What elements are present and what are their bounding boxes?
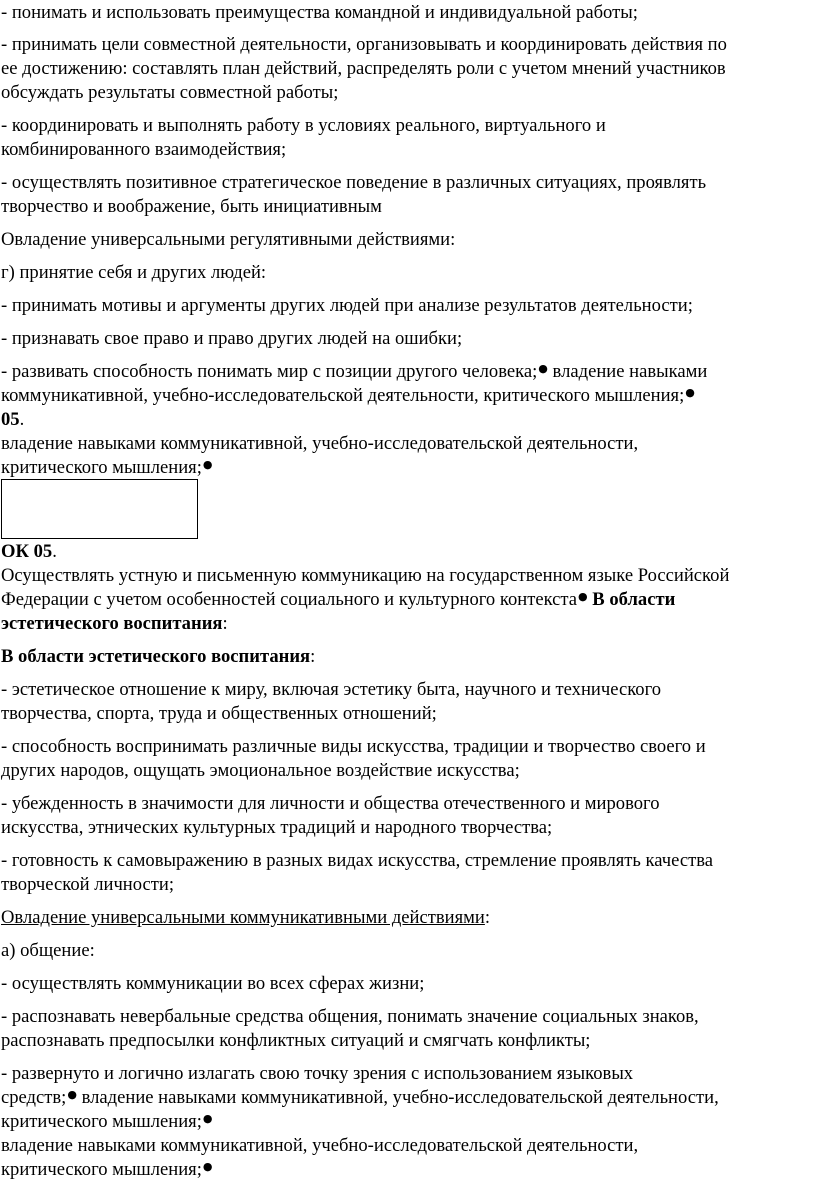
bullet-icon: ● (202, 458, 213, 471)
text-line (1, 543, 57, 562)
text-line: - эстетическое отношение к миру, включая эстетику быта, научного и технического (1, 679, 662, 700)
bullet-icon: ● (67, 1088, 77, 1101)
text-line: - осуществлять коммуникации во всех сферах жизни; (1, 973, 425, 994)
text-line: творчества, спорта, труда и общественных отношений; (1, 703, 437, 724)
text-line (1, 615, 228, 634)
text-line: г) принятие себя и других людей: (1, 262, 267, 283)
text-line: обсуждать результаты совместной работы; (1, 82, 339, 103)
text-line: - развернуто и логично излагать свою точку зрения с использованием языковых (1, 1063, 634, 1084)
text-line: других народов, ощущать эмоциональное воздействие искусства; (1, 760, 520, 781)
empty-box (1, 479, 198, 539)
text-span: - развивать способность понимать мир с позиции другого человека; (1, 361, 538, 382)
text-span: . (19, 409, 25, 430)
text-line: - признавать свое право и право других людей на ошибки; (1, 328, 463, 349)
text-line: ее достижению: составлять план действий, распределять роли с учетом мнений участников (1, 58, 726, 79)
text-line: - принимать мотивы и аргументы других людей при анализе результатов деятельности; (1, 295, 693, 316)
text-span: : (484, 907, 491, 928)
bullet-icon: ● (685, 386, 695, 399)
text-line (1, 648, 315, 667)
text-span: Федерации с учетом особенностей социального и культурного контекста (1, 589, 578, 610)
text-line: - убежденность в значимости для личности и общества отечественного и мирового (1, 793, 660, 814)
text-line (1, 591, 675, 610)
text-span: коммуникативной, учебно-исследовательской деятельности, критического мышления; (1, 385, 685, 406)
text-line: владение навыками коммуникативной, учебно-исследовательской деятельности, (1, 1135, 639, 1156)
bold-span: В области (587, 589, 676, 610)
text-span: : (310, 646, 316, 667)
bold-span: эстетического воспитания (1, 613, 223, 634)
text-span: . (52, 541, 57, 562)
text-line: - способность воспринимать различные виды искусства, традиции и творчество своего и (1, 736, 706, 757)
text-line: владение навыками коммуникативной, учебно-исследовательской деятельности, (1, 433, 639, 454)
text-line (1, 1089, 719, 1108)
text-line: распознавать предпосылки конфликтных ситуаций и смягчать конфликты; (1, 1030, 591, 1051)
text-line: комбинированного взаимодействия; (1, 139, 287, 160)
section-heading: В области эстетического воспитания (1, 646, 311, 667)
text-line: творческой личности; (1, 874, 174, 895)
text-span: критического мышления; (1, 457, 202, 478)
text-line (1, 1113, 213, 1132)
ok-code: ОК 05 (1, 541, 53, 562)
text-line: творчество и воображение, быть инициативным (1, 196, 382, 217)
bullet-icon: ● (202, 1112, 213, 1125)
text-line: а) общение: (1, 940, 95, 961)
text-line (1, 1161, 213, 1180)
text-span: критического мышления; (1, 1111, 202, 1132)
text-line (1, 363, 707, 382)
text-span: владение навыками (547, 361, 708, 382)
underlined-heading: Овладение универсальными коммуникативными действиями (1, 907, 485, 928)
text-line: - осуществлять позитивное стратегическое поведение в различных ситуациях, проявлять (1, 172, 707, 193)
bullet-icon: ● (578, 590, 588, 603)
bullet-icon: ● (202, 1160, 213, 1173)
text-span: критического мышления; (1, 1159, 202, 1180)
text-line: - принимать цели совместной деятельности, организовывать и координировать действия по (1, 34, 727, 55)
text-line (1, 411, 24, 430)
text-line (1, 909, 490, 928)
text-line: искусства, этнических культурных традиций и народного творчества; (1, 817, 553, 838)
text-line: - понимать и использовать преимущества командной и индивидуальной работы; (1, 2, 638, 23)
text-line: - координировать и выполнять работу в условиях реального, виртуального и (1, 115, 606, 136)
text-span: средств; (1, 1087, 67, 1108)
bullet-icon: ● (538, 362, 548, 375)
text-span: владение навыками коммуникативной, учебно-исследовательской деятельности, (76, 1087, 719, 1108)
text-line: Осуществлять устную и письменную коммуникацию на государственном языке Российской (1, 565, 730, 586)
ok-number: 05 (1, 409, 20, 430)
text-line: - готовность к самовыражению в разных видах искусства, стремление проявлять качества (1, 850, 714, 871)
text-line: - распознавать невербальные средства общения, понимать значение социальных знаков, (1, 1006, 699, 1027)
text-line (1, 387, 695, 406)
text-span: : (222, 613, 228, 634)
text-line (1, 459, 213, 478)
text-line: Овладение универсальными регулятивными действиями: (1, 229, 456, 250)
